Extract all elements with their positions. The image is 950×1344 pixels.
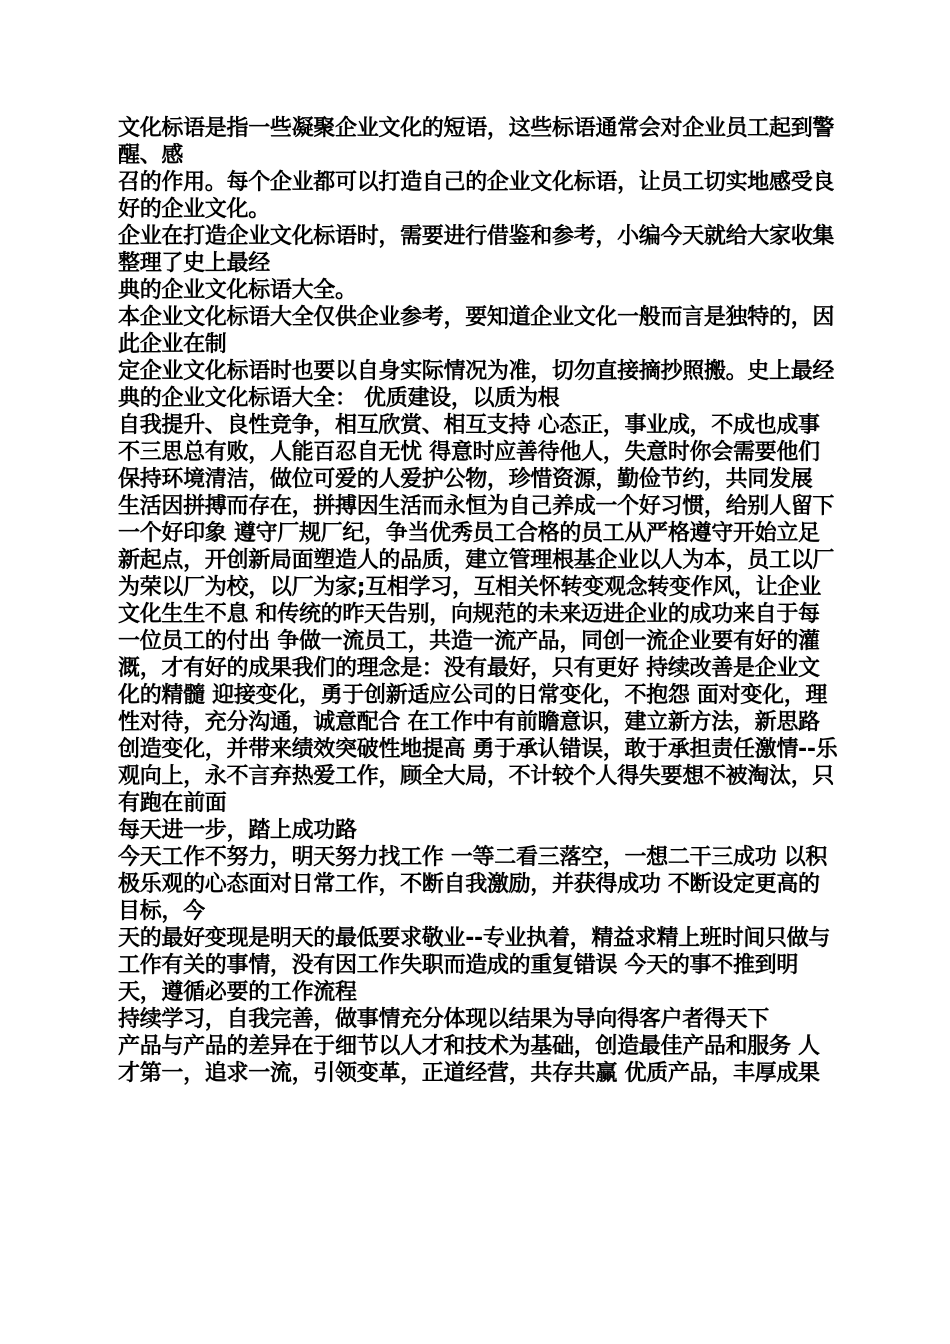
paragraph-intro-1: 文化标语是指一些凝聚企业文化的短语，这些标语通常会对企业员工起到警醒、感 (118, 116, 835, 168)
paragraph-intro-5: 本企业文化标语大全仅供企业参考，要知道企业文化一般而言是独特的，因此企业在制 (118, 305, 835, 357)
paragraph-slogans-4: 天，遵循必要的工作流程 (118, 980, 357, 1005)
paragraph-slogans-6: 产品与产品的差异在于细节以人才和技术为基础，创造最佳产品和服务 人才第一，追求一流，引领变革，正道经营，共存共赢 优质产品，丰厚成果 (118, 1034, 820, 1086)
paragraph-intro-3: 企业在打造企业文化标语时，需要进行借鉴和参考，小编今天就给大家收集整理了史上最经 (118, 224, 835, 276)
paragraph-slogan-heading: 每天进一步，踏上成功路 (118, 818, 357, 843)
paragraph-intro-2: 召的作用。每个企业都可以打造自己的企业文化标语，让员工切实地感受良好的企业文化。 (118, 170, 835, 222)
document-page (118, 115, 840, 1087)
paragraph-slogans-5: 持续学习，自我完善，做事情充分体现以结果为导向得客户者得天下 (118, 1007, 770, 1032)
paragraph-slogans-3: 天的最好变现是明天的最低要求敬业--专业执着，精益求精上班时间只做与工作有关的事情，没有因工作失职而造成的重复错误 今天的事不推到明 (118, 926, 831, 978)
paragraph-intro-4: 典的企业文化标语大全。 (118, 278, 357, 303)
paragraph-slogans-main: 自我提升、良性竞争，相互欣赏、相互支持 心态正，事业成，不成也成事不三思总有败，人能百忍自无忧 得意时应善待他人，失意时你会需要他们 保持环境清洁，做位可爱的人爱护公物，珍惜资源，勤俭节约，共同发展 生活因拼搏而存在，拼搏因生活而永恒为自己养成一个好习惯，给别人留下一个好印象 遵守厂规厂纪，争当优秀员工合格的员工从严格遵守开始立足新起点，开创新局面塑造人的品质，建立管理根基企业以人为本，员工以厂为荣以厂为校，以厂为家;互相学习，互相关怀转变观念转变作风，让企业文化生生不息 和传统的昨天告别，向规范的未来迈进企业的成功来自于每一位员工的付出 争做一流员工，共造一流产品，同创一流企业要有好的灌溉，才有好的成果我们的理念是：没有最好，只有更好 持续改善是企业文化的精髓 迎接变化，勇于创新适应公司的日常变化，不抱怨 面对变化，理性对待，充分沟通，诚意配合 在工作中有前瞻意识，建立新方法，新思路 创造变化，并带来绩效突破性地提高 勇于承认错误，敢于承担责任激情--乐观向上，永不言弃热爱工作，顾全大局，不计较个人得失要想不被淘汰，只有跑在前面 (118, 413, 838, 816)
paragraph-slogans-2: 今天工作不努力，明天努力找工作 一等二看三落空，一想二干三成功 以积极乐观的心态面对日常工作，不断自我激励，并获得成功 不断设定更高的目标，今 (118, 845, 828, 924)
paragraph-intro-6: 定企业文化标语时也要以自身实际情况为准，切勿直接摘抄照搬。史上最经典的企业文化标语大全： 优质建设，以质为根 (118, 359, 835, 411)
